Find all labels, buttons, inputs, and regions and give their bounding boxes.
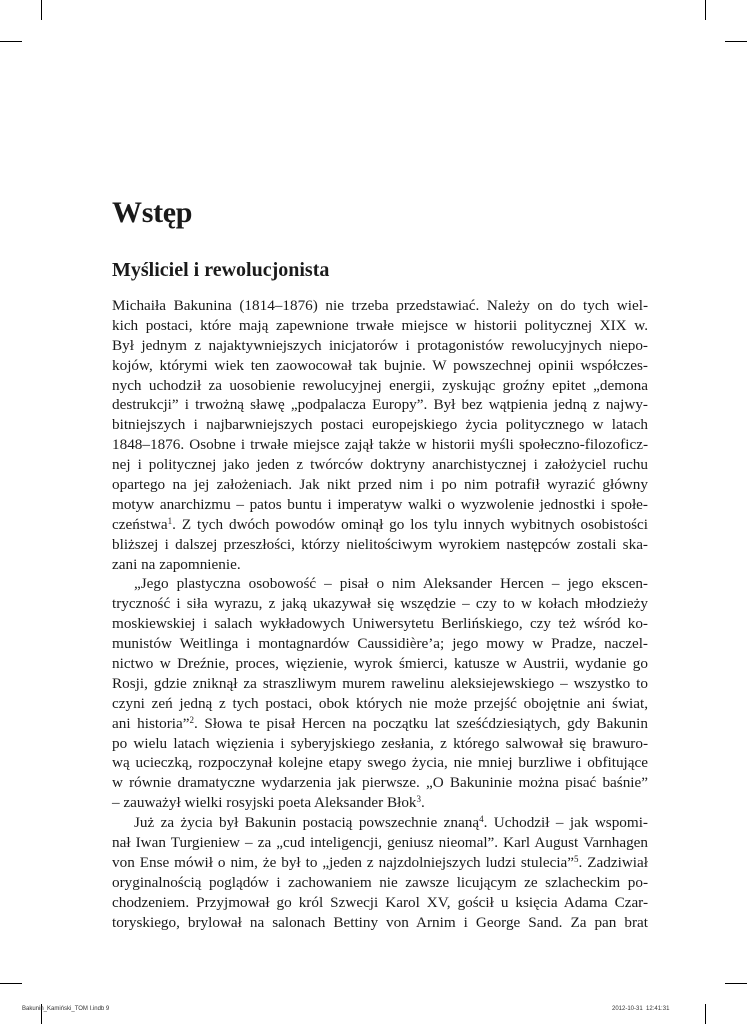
text-segment: . Słowa te pisał Hercen na początku lat sześćdziesiątych, gdy Bakunin [193,714,648,732]
text-segment: nictwo w Dreźnie, proces, więzienie, wyrok śmierci, katusze w Austrii, wydanie go [112,655,648,673]
text-segment: bitniejszych i najbarwniejszych postaci europejskiego życia politycznego w latach [112,416,648,434]
text-line [112,853,648,873]
text-segment: kich postaci, które mają zapewnione trwałe miejsce w historii politycznej XIX w. [112,316,648,334]
footnote-ref: 4 [479,814,484,825]
text-line [112,913,648,933]
text-segment: munistów Weitlinga i montagnardów Caussidière’a; jego mowy w Pradze, naczel- [112,635,648,653]
text-segment: nej i politycznej jako jeden z twórców doktryny anarchistycznej i założyciel ruchu [112,456,648,474]
text-segment: von Ense mówił o nim, że był to „jeden z najzdolniejszych ludzi stulecia” [112,853,575,871]
text-line [112,714,648,734]
text-segment: – zauważył wielki rosyjski poeta Aleksander Błok [112,794,417,812]
text-segment: Był jednym z najaktywniejszych inicjatorów i protagonistów rewolucyjnych niepo- [112,336,648,354]
text-segment: . Z tych dwóch powodów ominął go los tylu innych wybitnych osobistości [172,515,648,533]
text-line [112,873,648,893]
text-segment: „Jego plastyczna osobowość – pisał o nim Aleksander Hercen – jego ekscen- [134,575,648,593]
text-segment: Michaiła Bakunina (1814–1876) nie trzeba przedstawiać. Należy on do tych wiel- [112,297,648,314]
text-segment: nał Iwan Turgieniew – za „cud inteligencji, geniusz nieomal”. Karl August Varnhagen [112,834,648,852]
text-segment: chodzeniem. Przyjmował go król Szwecji Karol XV, gościł u księcia Adama Czar- [112,893,648,911]
text-segment: czyni zeń jedną z tych postaci, obok których nie może przejść obojętnie ani świat, [112,694,648,712]
text-segment: zani na zapomnienie. [112,555,241,573]
text-line [112,634,648,654]
text-line [112,395,648,415]
crop-mark-bottom-right [705,1004,706,1024]
text-segment: moskiewskiej i salach wykładowych Uniwersytetu Berlińskiego, czy też wśród ko- [112,615,648,633]
text-line [112,376,648,396]
text-segment: w równie dramatyczne wydarzenia jak pierwsze. „O Bakuninie można pisać baśnie” [112,774,648,792]
body-text [112,296,648,933]
text-line [112,574,648,594]
footer-file-info [22,1006,109,1012]
text-segment: czeństwa [112,515,168,533]
text-segment: 1848–1876. Osobne i trwałe miejsce zajął także w historii myśli społeczno-filozoficz- [112,436,648,454]
text-line [112,296,648,316]
text-line [112,555,648,575]
text-line [112,594,648,614]
text-line [112,336,648,356]
text-segment: toryskiego, brylował na salonach Bettiny von Arnim i George Sand. Za pan brat [112,913,648,931]
crop-mark-top-left [41,0,42,20]
text-segment: Już za życia był Bakunin postacią powszechnie znaną [134,814,480,832]
chapter-title: Wstęp [112,196,193,229]
crop-mark-left-top [0,41,22,42]
text-line [112,316,648,336]
footer-time: 12:41:31 [646,1006,670,1012]
footnote-ref: 1 [167,515,173,526]
text-line [112,515,648,535]
text-segment: ani historia” [112,714,190,732]
text-line [112,793,648,813]
text-segment: destrukcji” i trwożną sławę „podpalacza Europy”. Był bez wątpienia jedną z najwy- [112,396,648,414]
text-segment: nych uchodził za uosobienie rewolucyjnej energii, zyskując groźny epitet „demona [112,376,648,394]
text-segment: . Uchodził – jak wspomi- [483,814,648,832]
footnote-ref: 2 [189,714,194,725]
text-segment: po wielu latach więzienia i syberyjskiego zesłania, z którego salwował się brawuro- [112,734,648,752]
text-line [112,694,648,714]
text-line [112,753,648,773]
text-line [112,435,648,455]
text-line [112,833,648,853]
text-line [112,475,648,495]
crop-mark-right-bottom [725,983,747,984]
footer-file-name: Bakunin_Kamiński_TOM I.indb 9 [22,1006,110,1012]
text-segment: wą ucieczką, rozpoczynał kolejne etapy swego życia, nie mniej burzliwe i obfitujące [112,754,648,772]
footnote-ref: 3 [416,794,422,805]
text-segment: kojów, którymi wiek ten zaowocował tak bujnie. W powszechnej opinii współczes- [112,356,648,374]
footer-date: 2012-10-31 [612,1006,643,1012]
text-line [112,415,648,435]
text-segment: motyw anarchizmu – patos buntu i imperatyw walki o wyzwolenie jednostki i społe- [112,495,648,513]
text-segment: . Zadziwiał [578,853,648,871]
text-segment: oryginalnością poglądów i zachowaniem nie zawsze licującym ze szlacheckim po- [112,873,648,891]
section-title: Myśliciel i rewolucjonista [112,259,330,281]
text-line [112,813,648,833]
text-line [112,773,648,793]
footer-timestamp [612,1006,669,1012]
footnote-ref: 5 [574,853,579,864]
text-line [112,674,648,694]
crop-mark-right-top [725,41,747,42]
text-line [112,654,648,674]
text-line [112,535,648,555]
text-line [112,495,648,515]
text-segment: bliższej i dalszej przeszłości, którzy nielitościwym wyrokiem następców zostali ska- [112,535,648,553]
crop-mark-top-right [705,0,706,20]
text-segment: Rosji, gdzie zniknął za straszliwym murem rawelinu aleksiejewskiego – wszystko to [112,674,648,692]
text-line [112,614,648,634]
text-segment: opartego na jej założeniach. Jak nikt przed nim i po nim potrafił wyrazić główny [112,476,648,494]
text-segment: . [421,794,425,812]
text-line [112,356,648,376]
crop-mark-left-bottom [0,983,22,984]
text-line [112,893,648,913]
text-line [112,734,648,754]
text-line [112,455,648,475]
text-segment: tryczność i siła wyrazu, z jaką ukazywał się wszędzie – czy to w kołach młodzieży [112,595,648,613]
